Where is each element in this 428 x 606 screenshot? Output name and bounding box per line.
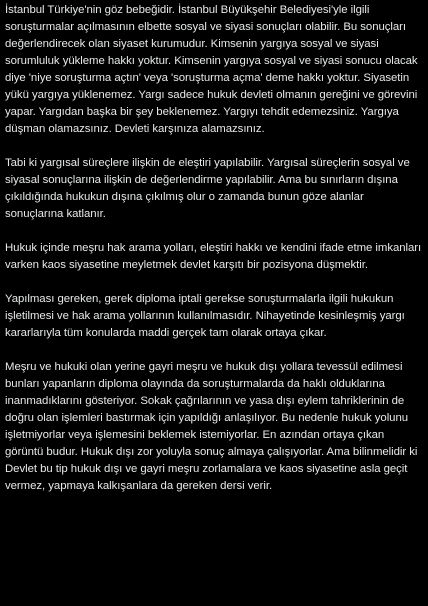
- post-paragraph-1: İstanbul Türkiye'nin göz bebeğidir. İstanbul Büyükşehir Belediyesi'yle ilgili soruşturmalar açılmasının elbette sosyal ve siyasi sonuçları olabilir. Bu sonuçları değerlendirecek olan siyaset kurumudur. Kimsenin yargıya sosyal ve siyasi sorumluluk yükleme hakkı yoktur. Kimsenin yargıya sosyal ve siyasi sonucu olacak diye 'niye soruşturma açtın' veya 'soruşturma açma' deme hakkı yoktur. Siyasetin yükü yargıya yüklenemez. Yargı sadece hukuk devleti olmanın gereğini ve görevini yapar. Yargıdan başka bir şey beklenemez. Yargıyı tehdit edemezsiniz. Yargıya düşman olamazsınız. Devleti karşınıza alamazsınız.: [5, 4, 418, 135]
- post-paragraph-2: Tabi ki yargısal süreçlere ilişkin de eleştiri yapılabilir. Yargısal süreçlerin sosyal ve siyasal sonuçlarına ilişkin de değerlendirme yapılabilir. Ama bu sınırların dışına çıkıldığında hukukun dışına çıkılmış olur o zamanda bunun göze alanlar sonuçlarına katlanır.: [5, 157, 410, 220]
- post-paragraph-3: Hukuk içinde meşru hak arama yolları, eleştiri hakkı ve kendini ifade etme imkanları varken kaos siyasetine meyletmek devlet karşıtı bir pozisyona düşmektir.: [5, 242, 422, 271]
- post-paragraph-4: Yapılması gereken, gerek diploma iptali gerekse soruşturmalarla ilgili hukukun işletilmesi ve hak arama yollarının kullanılmasıdır. Nihayetinde kesinleşmiş yargı kararlarıyla tüm konularda maddi gerçek tam olarak ortaya çıkar.: [5, 293, 405, 339]
- post-paragraph-5: Meşru ve hukuki olan yerine gayri meşru ve hukuk dışı yollara tevessül edilmesi bunları yapanların diploma olayında da soruşturmalarda da haklı olduklarına inanmadıklarını gösteriyor. Sokak çağrılarının ve yasa dışı eylem tahriklerinin de doğru olan işlemleri bastırmak için yapıldığı anlaşılıyor. Bu nedenle hukuk yolunu işletmiyorlar veya işlemesini beklemek istemiyorlar. En azından ortaya çıkan görüntü budur. Hukuk dışı zor yoluyla sonuç almaya çalışıyorlar. Ama bilinmelidir ki Devlet bu tip hukuk dışı ve gayri meşru zorlamalara ve kaos siyasetine asla geçit vermez, yapmaya kalkışanlara da gereken dersi verir.: [5, 361, 418, 492]
